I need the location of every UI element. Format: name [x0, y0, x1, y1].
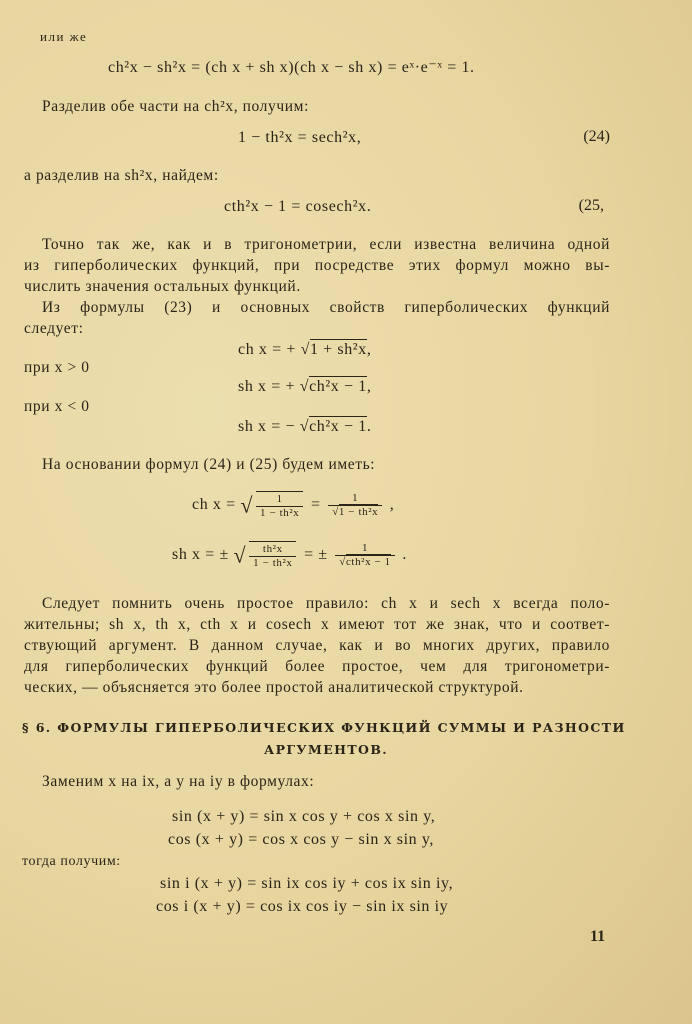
page-number: 11	[590, 928, 606, 945]
equation-lhs: sh x = −	[238, 418, 300, 435]
section-heading-line2: АРГУМЕНТОВ.	[264, 742, 389, 757]
fraction: $\frac{1}{\text{1 − th²x}}$	[256, 491, 303, 520]
paragraph-formula23-line: следует:	[24, 320, 84, 337]
sqrt-sign-icon: √	[339, 555, 346, 568]
radicand: 1 + sh²x	[309, 341, 367, 358]
equation-number-25: (25,	[578, 197, 604, 214]
paragraph-rule-line: Следует помнить очень простое правило: ch x и sech x всегда поло-	[42, 595, 610, 612]
paragraph-divide-sh: а разделив на sh²x, найдем:	[24, 167, 219, 184]
paragraph-rule-line: ствующий аргумент. В данном случае, как и во многих других, правило	[24, 637, 610, 654]
equation-cos-sum: cos (x + y) = cos x cos y − sin x sin y,	[168, 831, 435, 848]
paragraph-rule-line: ческих, — объясняется это более простой аналитической структурой.	[24, 679, 524, 696]
equation-sh-negative	[238, 417, 371, 437]
equation-ch-sqrt	[238, 340, 371, 360]
equation-lhs: ch x =	[192, 496, 241, 513]
fraction: $\frac{1}{\text{√cth²x − 1}}$	[335, 542, 394, 569]
paragraph-rule-line: для гиперболических функций более простое, чем для тригонометри-	[24, 658, 610, 675]
sqrt-sign-icon: √	[300, 341, 310, 358]
equation-sin-sum: sin (x + y) = sin x cos y + cos x sin y,	[172, 808, 436, 825]
equation-identity: ch²x − sh²x = (ch x + sh x)(ch x − sh x) = eˣ·e⁻ˣ = 1.	[108, 59, 475, 76]
equation-sin-i: sin i (x + y) = sin ix cos iy + cos ix sin iy,	[160, 875, 454, 892]
equation-sh-fraction: sh x = ± √ $\frac{\text{th²x}}{\text{1 − th²x}}$ = ± $\frac{1}{\text{√cth²x − 1}}$ .	[172, 541, 407, 569]
equation-ch-fraction: ch x = √ $\frac{1}{\text{1 − th²x}}$ = $\frac{1}{\text{√1 − th²x}}$ ,	[192, 491, 395, 519]
sqrt-sign-icon: √	[233, 542, 247, 568]
radicand: ch²x − 1	[309, 378, 367, 395]
paragraph-replace: Заменим x на ix, а y на iy в формулах:	[42, 773, 315, 790]
equation-cos-i: cos i (x + y) = cos ix cos iy − sin ix sin iy	[156, 898, 449, 915]
equation-24: 1 − th²x = sech²x,	[238, 129, 362, 146]
condition-negative: при x < 0	[24, 398, 90, 415]
paragraph-basis: На основании формул (24) и (25) будем иметь:	[42, 456, 376, 473]
fraction: $\frac{1}{\text{√1 − th²x}}$	[328, 492, 382, 519]
paragraph-trig-line: числить значения остальных функций.	[24, 278, 301, 295]
equation-lhs: sh x = +	[238, 378, 300, 395]
equation-lhs: ch x = +	[238, 341, 301, 358]
paragraph-trig-line: из гиперболических функций, при посредстве этих формул можно вы-	[24, 257, 610, 274]
equation-tail: .	[366, 418, 372, 435]
paragraph-then: тогда получим:	[22, 854, 121, 869]
paragraph-rule-line: жительны; sh x, th x, cth x и cosech x имеют тот же знак, что и соответ-	[24, 616, 610, 633]
radicand: ch²x − 1	[309, 418, 367, 435]
sqrt-sign-icon: √	[299, 378, 310, 395]
fraction: $\frac{\text{th²x}}{\text{1 − th²x}}$	[249, 541, 296, 570]
sqrt-sign-icon: √	[299, 418, 310, 435]
paragraph-divide-ch: Разделив обе части на ch²x, получим:	[42, 98, 309, 115]
equation-sh-positive	[238, 377, 371, 397]
equation-tail: ,	[366, 341, 372, 358]
equation-25: cth²x − 1 = cosech²x.	[224, 198, 372, 215]
paragraph-trig-line: Точно так же, как и в тригонометрии, если известна величина одной	[42, 236, 610, 253]
condition-positive: при x > 0	[24, 359, 90, 376]
paragraph-formula23-line: Из формулы (23) и основных свойств гиперболических функций	[42, 299, 610, 316]
text-or: или же	[40, 29, 88, 44]
equation-lhs: sh x = ±	[172, 546, 234, 563]
section-heading-line1: § 6. ФОРМУЛЫ ГИПЕРБОЛИЧЕСКИХ ФУНКЦИЙ СУММЫ И РАЗНОСТИ	[22, 720, 626, 735]
sqrt-sign-icon: √	[332, 505, 339, 518]
sqrt-sign-icon: √	[240, 492, 254, 518]
equation-number-24: (24)	[583, 128, 610, 145]
equation-tail: ,	[366, 378, 372, 395]
